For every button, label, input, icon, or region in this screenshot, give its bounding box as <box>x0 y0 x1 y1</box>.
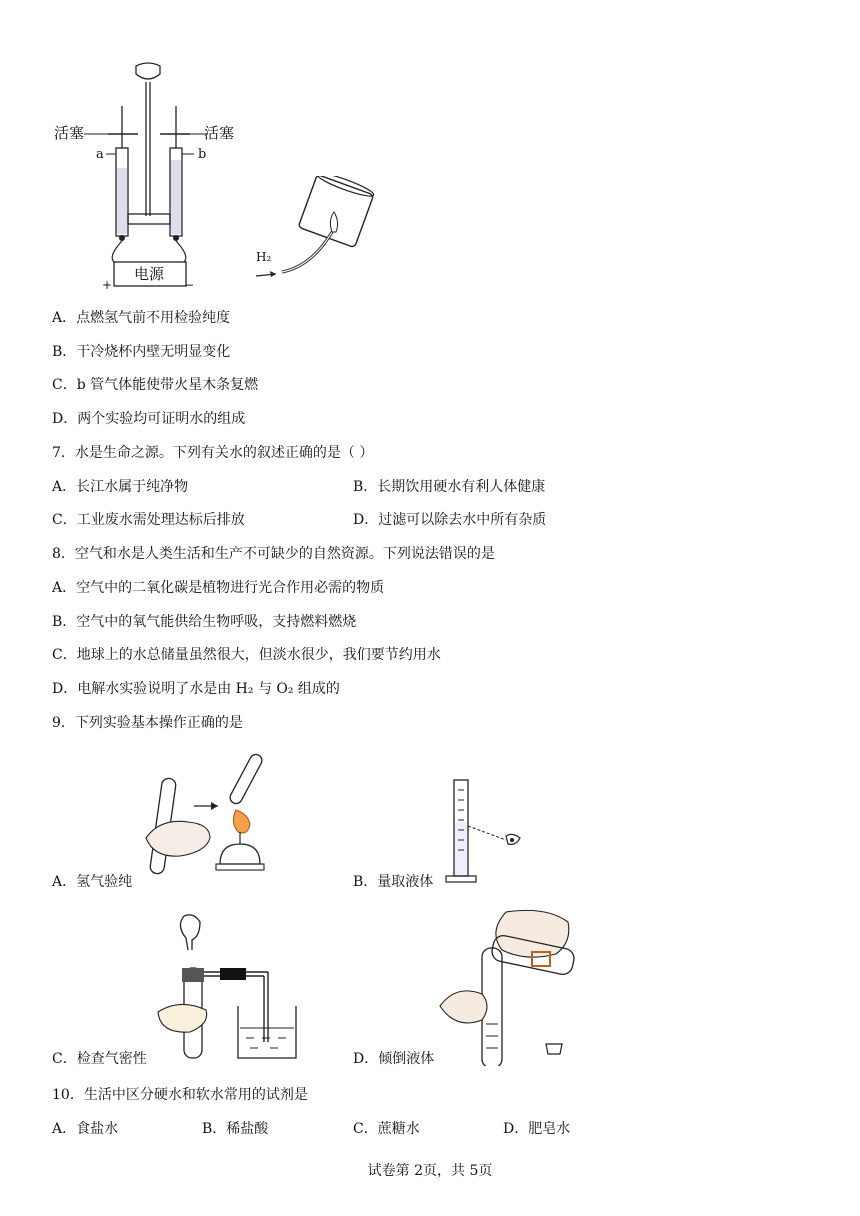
q9-stem: 9．下列实验基本操作正确的是 <box>52 715 243 731</box>
q8-option-a: A．空气中的二氧化碳是植物进行光合作用必需的物质 <box>52 580 385 596</box>
label-minus: − <box>184 278 195 292</box>
q9-option-d: D．倾倒液体 <box>353 1051 435 1067</box>
q8-stem: 8．空气和水是人类生活和生产不可缺少的自然资源。下列说法错误的是 <box>52 546 495 562</box>
q8-option-c: C．地球上的水总储量虽然很大，但淡水很少，我们要节约用水 <box>52 647 441 663</box>
q8-option-b: B．空气中的氧气能供给生物呼吸，支持燃料燃烧 <box>52 614 357 630</box>
q9-option-b: B．量取液体 <box>353 874 434 890</box>
q10-option-a: A．食盐水 <box>52 1121 119 1137</box>
label-a: a <box>96 147 104 162</box>
q9-option-a: A．氢气验纯 <box>52 874 133 890</box>
label-right-valve: 活塞 <box>204 124 235 142</box>
airtightness-check-figure <box>150 912 370 1062</box>
q8-option-d: D．电解水实验说明了水是由 H₂ 与 O₂ 组成的 <box>52 681 340 697</box>
q9-option-c: C．检查气密性 <box>52 1051 147 1067</box>
label-plus: + <box>102 278 113 292</box>
q7-option-d: D．过滤可以除去水中所有杂质 <box>353 512 547 528</box>
q7-option-b: B．长期饮用硬水有利人体健康 <box>353 479 546 495</box>
label-h2: H₂ <box>256 250 272 264</box>
q6-option-a: A．点燃氢气前不用检验纯度 <box>52 310 231 326</box>
q10-option-b: B．稀盐酸 <box>202 1121 269 1137</box>
label-b: b <box>198 147 207 162</box>
label-left-valve: 活塞 <box>54 124 85 142</box>
hydrogen-purity-test-figure <box>140 748 290 878</box>
electrolysis-apparatus-figure <box>48 56 258 296</box>
q7-option-a: A．长江水属于纯净物 <box>52 479 189 495</box>
label-power: 电源 <box>134 265 165 283</box>
q6-option-b: B．干冷烧杯内壁无明显变化 <box>52 344 231 360</box>
pouring-liquid-figure <box>436 902 586 1066</box>
q10-option-c: C．蔗糖水 <box>353 1121 420 1137</box>
graduated-cylinder-figure <box>440 776 540 888</box>
page-footer: 试卷第 2页，共 5页 <box>367 1163 493 1179</box>
q6-option-c: C．b 管气体能使带火星木条复燃 <box>52 377 259 393</box>
q10-option-d: D．肥皂水 <box>503 1121 571 1137</box>
q6-option-d: D．两个实验均可证明水的组成 <box>52 411 246 427</box>
q10-stem: 10．生活中区分硬水和软水常用的试剂是 <box>52 1087 308 1103</box>
q7-option-c: C．工业废水需处理达标后排放 <box>52 512 245 528</box>
q7-stem: 7．水是生命之源。下列有关水的叙述正确的是（ ） <box>52 445 374 461</box>
hydrogen-burning-figure <box>252 176 392 286</box>
